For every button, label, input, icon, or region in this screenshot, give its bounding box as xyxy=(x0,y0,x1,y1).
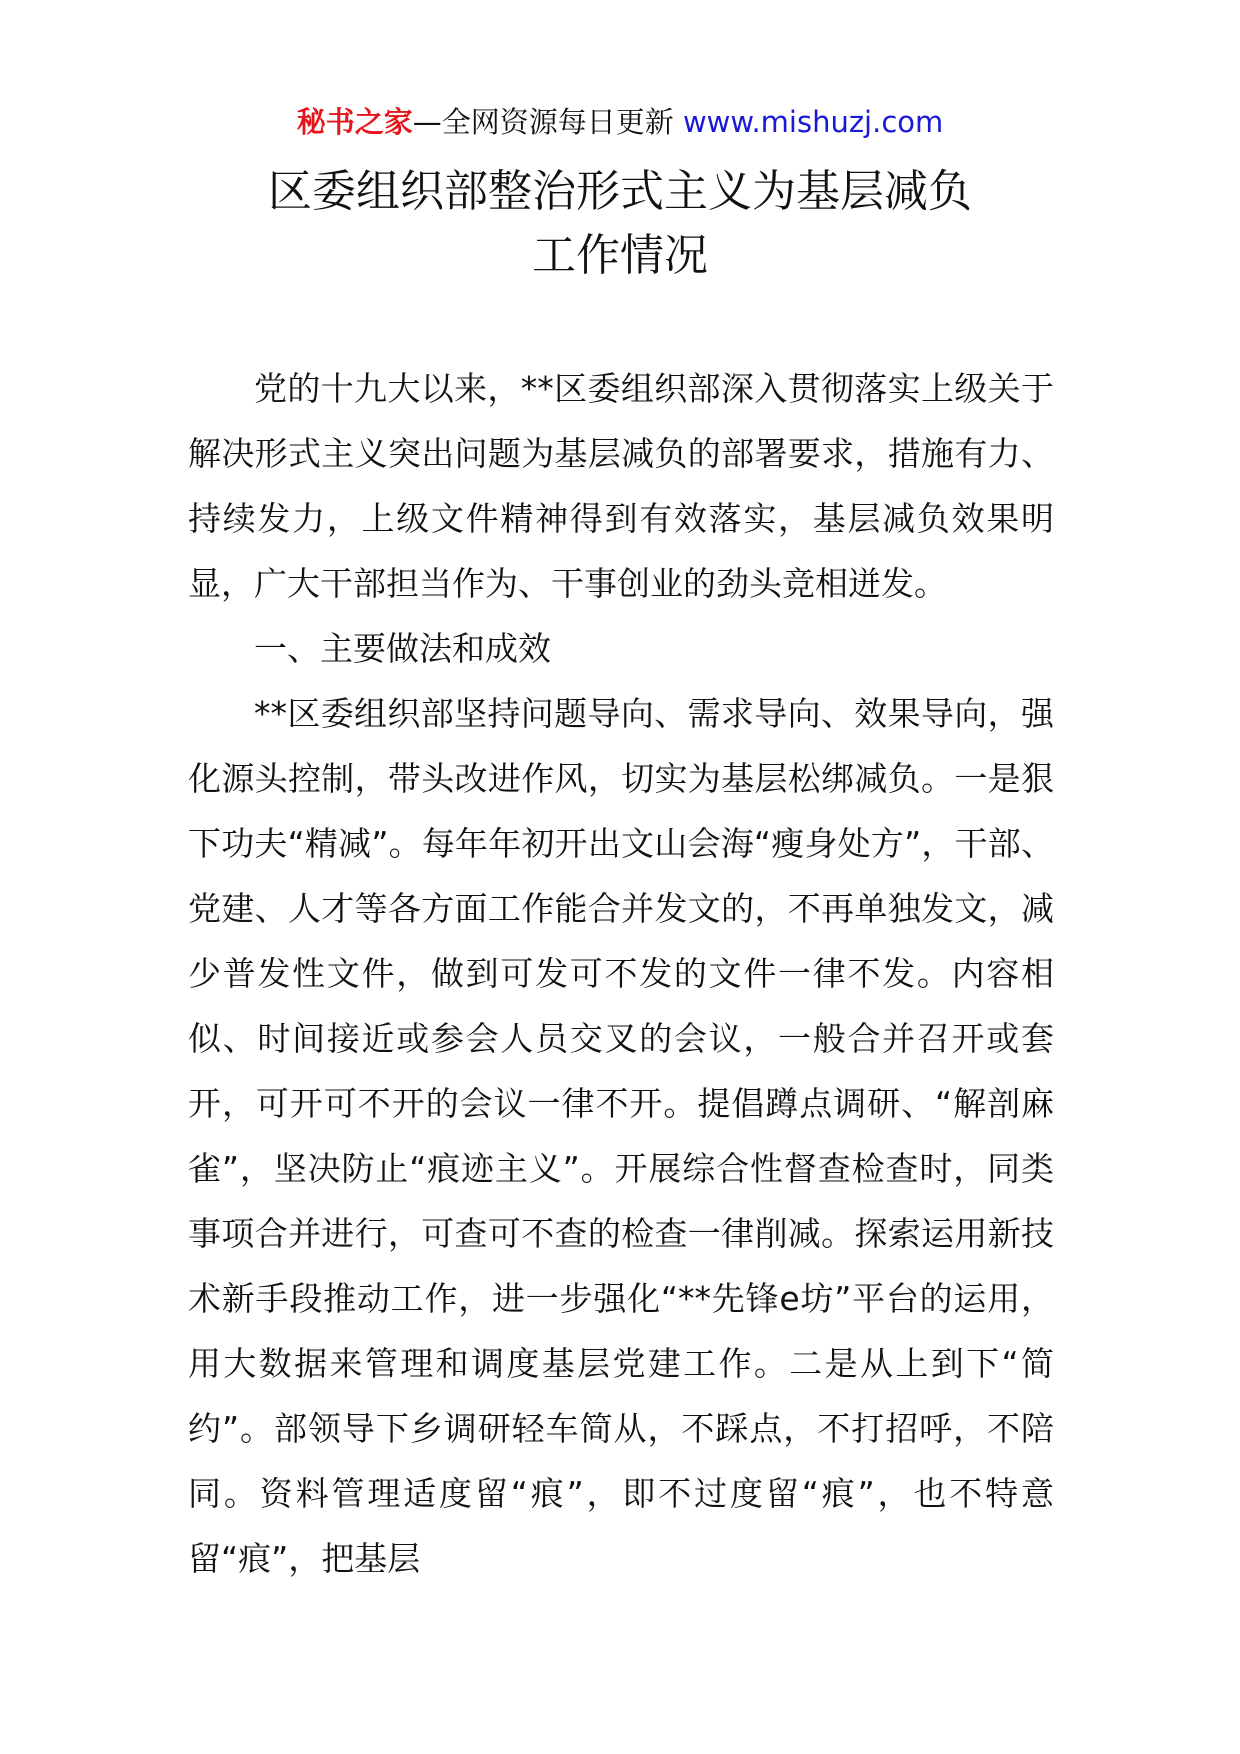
site-url-link[interactable]: www.mishuzj.com xyxy=(682,105,944,139)
site-banner xyxy=(0,102,1240,142)
banner-tagline: —全网资源每日更新 xyxy=(412,105,674,139)
document-body xyxy=(188,356,1054,1591)
intro-paragraph: 党的十九大以来，**区委组织部深入贯彻落实上级关于解决形式主义突出问题为基层减负的部署要求，措施有力、持续发力，上级文件精神得到有效落实，基层减负效果明显，广大干部担当作为、干事创业的劲头竞相迸发。 xyxy=(188,369,1054,603)
body-paragraph: **区委组织部坚持问题导向、需求导向、效果导向，强化源头控制，带头改进作风，切实为基层松绑减负。一是狠下功夫“精减”。每年年初开出文山会海“瘦身处方”，干部、党建、人才等各方面工作能合并发文的，不再单独发文，减少普发性文件，做到可发可不发的文件一律不发。内容相似、时间接近或参会人员交叉的会议，一般合并召开或套开，可开可不开的会议一律不开。提倡蹲点调研、“解剖麻雀”，坚决防止“痕迹主义”。开展综合性督查检查时，同类事项合并进行，可查可不查的检查一律削减。探索运用新技术新手段推动工作，进一步强化“**先锋e坊”平台的运用，用大数据来管理和调度基层党建工作。二是从上到下“简约”。部领导下乡调研轻车简从，不踩点，不打招呼，不陪同。资料管理适度留“痕”，即不过度留“痕”，也不特意留“痕”，把基层 xyxy=(188,694,1054,1578)
document-title xyxy=(0,160,1240,288)
brand-name: 秘书之家 xyxy=(296,105,413,139)
title-line-2: 工作情况 xyxy=(532,230,708,281)
title-line-1: 区委组织部整治形式主义为基层减负 xyxy=(268,166,972,217)
section-heading: 一、主要做法和成效 xyxy=(254,629,551,668)
